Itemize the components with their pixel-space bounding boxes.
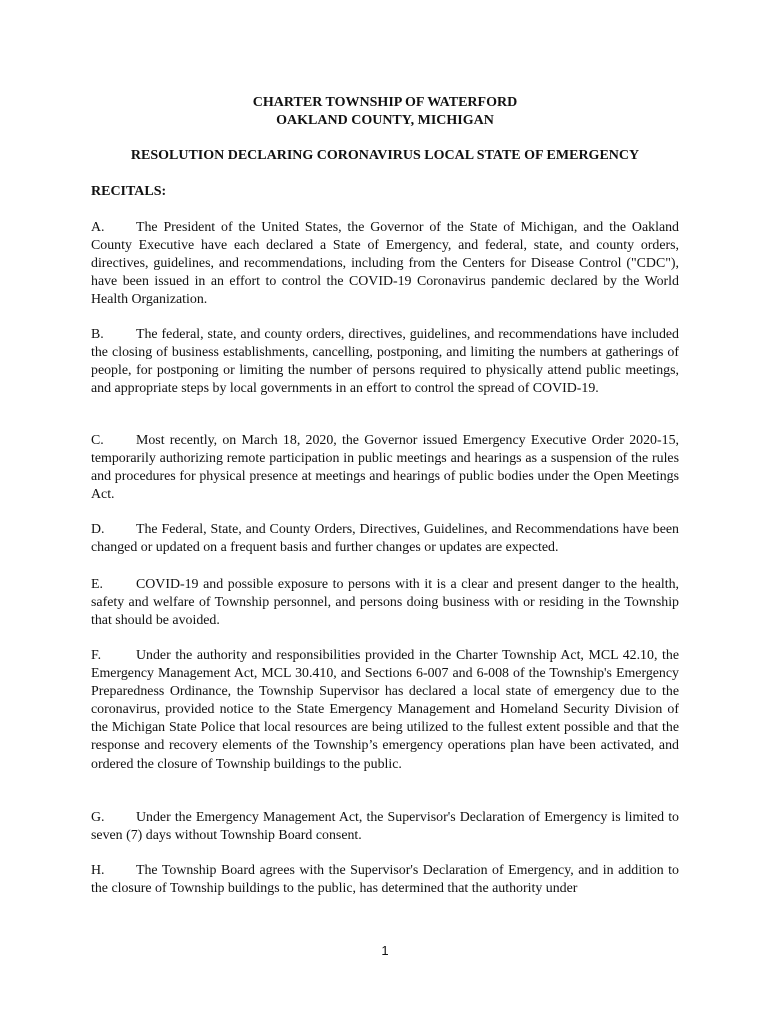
recital-paragraph-f	[91, 647, 679, 774]
recital-letter: B.	[91, 327, 104, 342]
page-number: 1	[381, 943, 389, 958]
recital-text: Most recently, on March 18, 2020, the Governor issued Emergency Executive Order 2020-15, temporarily authorizing remote participation in public meetings and hearings as a suspension of the rules and procedures for physical presence at meetings and hearings of public bodies under the Open Meetings Act.	[91, 433, 679, 503]
recital-text: The Federal, State, and County Orders, Directives, Guidelines, and Recommendations have been changed or updated on a frequent basis and further changes or updates are expected.	[91, 522, 679, 556]
recital-paragraph-a	[91, 219, 679, 309]
recital-letter: H.	[91, 863, 105, 878]
recital-text: The President of the United States, the Governor of the State of Michigan, and the Oakland County Executive have each declared a State of Emergency, and federal, state, and county orders, directives, guidelines, and recommendations, including from the Centers for Disease Control ("CDC"), have been issued in an effort to control the COVID-19 Coronavirus pandemic declared by the World Health Organization.	[91, 220, 679, 308]
county-state-heading: OAKLAND COUNTY, MICHIGAN	[276, 113, 494, 128]
recital-text: Under the Emergency Management Act, the Supervisor's Declaration of Emergency is limited to seven (7) days without Township Board consent.	[91, 810, 679, 844]
recital-letter: F.	[91, 648, 102, 663]
recital-letter: E.	[91, 577, 103, 592]
recital-letter: G.	[91, 810, 105, 825]
recital-paragraph-h	[91, 862, 679, 898]
recital-paragraph-b	[91, 326, 679, 398]
recital-letter: A.	[91, 220, 105, 235]
recital-letter: C.	[91, 433, 104, 448]
recital-letter: D.	[91, 522, 105, 537]
recital-text: COVID-19 and possible exposure to persons with it is a clear and present danger to the health, safety and welfare of Township personnel, and persons doing business with or residing in the Township that should be avoided.	[91, 577, 679, 629]
recital-paragraph-g	[91, 809, 679, 845]
recital-paragraph-c	[91, 432, 679, 504]
recital-paragraph-d	[91, 521, 679, 557]
recital-text: Under the authority and responsibilities provided in the Charter Township Act, MCL 42.10, the Emergency Management Act, MCL 30.410, and Sections 6-007 and 6-008 of the Township's Emergency Preparedness Ordinance, the Township Supervisor has declared a local state of emergency due to the coronavirus, provided notice to the State Emergency Management and Homeland Security Division of the Michigan State Police that local resources are being utilized to the fullest extent possible and that the response and recovery elements of the Township’s emergency operations plan have been activated, and ordered the closure of Township buildings to the public.	[91, 648, 679, 772]
recital-paragraph-e	[91, 576, 679, 630]
resolution-title: RESOLUTION DECLARING CORONAVIRUS LOCAL STATE OF EMERGENCY	[130, 148, 640, 163]
township-name-heading: CHARTER TOWNSHIP OF WATERFORD	[252, 95, 518, 110]
recital-text: The Township Board agrees with the Supervisor's Declaration of Emergency, and in addition to the closure of Township buildings to the public, has determined that the authority under	[91, 863, 679, 897]
recitals-heading: RECITALS:	[91, 184, 167, 199]
recital-text: The federal, state, and county orders, directives, guidelines, and recommendations have included the closing of business establishments, cancelling, postponing, and limiting the numbers at gatherings of people, for postponing or limiting the number of persons required to physically attend public meetings, and appropriate steps by local governments in an effort to control the spread of COVID-19.	[91, 327, 679, 397]
